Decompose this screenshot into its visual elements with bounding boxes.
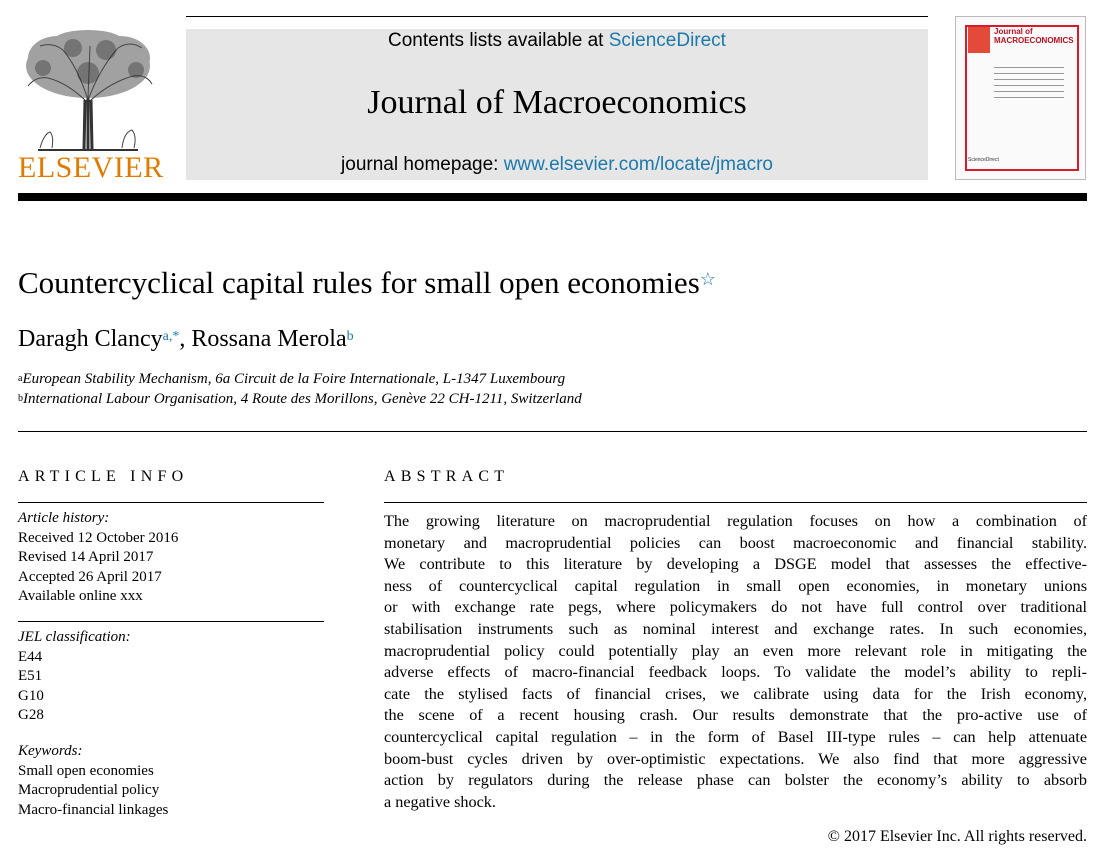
abstract-line: adverse effects of macro-financial feedback loops. To validate the model’s ability to repli- (384, 663, 1087, 682)
history-item: Revised 14 April 2017 (18, 549, 154, 565)
abstract-line: stabilisation instruments such as nominal interest and exchange rates. In such economies, (384, 619, 1087, 638)
jel-code: G10 (18, 687, 44, 704)
abstract-line: a negative shock. (384, 792, 496, 811)
keyword: Small open economies (18, 762, 154, 779)
article-title-text: Countercyclical capital rules for small open economies (18, 265, 700, 300)
abstract-line: monetary and macroprudential policies can boost macroeconomic and financial stability. (384, 533, 1087, 552)
abstract-line: the scene of a recent housing crash. Our results demonstrate that the pro-active use of (384, 706, 1087, 725)
cover-image (968, 27, 990, 53)
homepage-line (186, 153, 928, 177)
history-item: Received 12 October 2016 (18, 529, 179, 546)
article-info-rule (18, 502, 324, 503)
journal-title: Journal of Macroeconomics (367, 84, 747, 121)
cover-title: Journal of MACROECONOMICS (994, 27, 1074, 45)
homepage-prefix: journal homepage: (341, 154, 504, 175)
keywords-label: Keywords: (18, 743, 83, 759)
abstract-line: The growing literature on macroprudential regulation focuses on how a combination of (384, 512, 1087, 530)
keywords (18, 742, 168, 820)
title-block-rule (18, 431, 1087, 432)
journal-cover-thumbnail[interactable] (955, 16, 1086, 180)
author-affil-mark[interactable]: b (346, 329, 354, 344)
author-list (18, 324, 354, 354)
affiliation-mark: b (18, 393, 23, 404)
article-history (18, 509, 178, 607)
title-footnote-star[interactable]: ☆ (699, 269, 716, 289)
article-history-rule (18, 621, 324, 622)
abstract-line: We contribute to this literature by developing a DSGE model that assesses the effective- (384, 555, 1087, 574)
author-affil-mark[interactable]: a,* (162, 329, 180, 344)
abstract-line: action by regulators during the release phase can bolster the economy’s ability to absorb (384, 771, 1087, 790)
history-item: Accepted 26 April 2017 (18, 568, 162, 585)
jel-code: G28 (18, 707, 44, 723)
jel-code: E51 (18, 668, 43, 684)
abstract-line: boom-bust cycles driven by over-optimistic expectations. We also find that more aggressive (384, 749, 1087, 768)
affiliation-b (18, 390, 582, 408)
elsevier-logo (18, 28, 164, 184)
sciencedirect-link[interactable]: ScienceDirect (608, 30, 726, 51)
abstract-line: countercyclical capital regulation – in the form of Basel III-type rules – can help attenuate (384, 727, 1087, 746)
article-title (18, 265, 716, 301)
copyright-notice: © 2017 Elsevier Inc. All rights reserved. (827, 828, 1087, 845)
jel-classification (18, 628, 131, 726)
contents-prefix: Contents lists available at (388, 30, 609, 51)
jel-label: JEL classification: (18, 629, 131, 645)
keyword: Macroprudential policy (18, 782, 160, 798)
abstract-rule (384, 502, 1087, 503)
journal-banner (186, 29, 928, 180)
affiliation-text: European Stability Mechanism, 6a Circuit de la Foire Internationale, L-1347 Luxembourg (22, 371, 566, 387)
abstract-heading: ABSTRACT (384, 468, 510, 485)
article-info-heading: ARTICLE INFO (18, 468, 189, 485)
jel-code: E44 (18, 648, 43, 665)
elsevier-wordmark: ELSEVIER (18, 151, 164, 184)
abstract-body (384, 511, 1087, 813)
abstract-line: cate the stylised facts of financial crises, we calibrate using data for the Irish economy, (384, 684, 1087, 703)
author-name[interactable]: Rossana Merola (191, 326, 347, 352)
keyword: Macro-financial linkages (18, 801, 169, 818)
affiliation-a (18, 370, 565, 388)
history-label: Article history: (18, 510, 110, 526)
homepage-link[interactable]: www.elsevier.com/locate/jmacro (503, 154, 773, 175)
abstract-line: ness of countercyclical capital regulation in small open economies, in monetary unions (384, 576, 1087, 595)
cover-footer: ScienceDirect (968, 157, 999, 163)
author-separator: , (179, 326, 192, 352)
author-name[interactable]: Daragh Clancy (18, 326, 163, 352)
contents-line (186, 29, 928, 53)
cover-contents-lines (994, 67, 1064, 103)
tree-icon (18, 28, 158, 153)
history-item: Available online xxx (18, 588, 143, 604)
header-thick-rule (18, 193, 1087, 201)
abstract-line: or with exchange rate pegs, where policymakers do not have full control over traditional (384, 598, 1087, 617)
affiliation-text: International Labour Organisation, 4 Route des Morillons, Genève 22 CH-1211, Switzerland (23, 391, 582, 407)
abstract-line: macroprudential policy could potentially play an even more relevant role in mitigating the (384, 641, 1087, 660)
header-top-rule (186, 16, 928, 17)
affiliation-mark: a (18, 373, 23, 384)
